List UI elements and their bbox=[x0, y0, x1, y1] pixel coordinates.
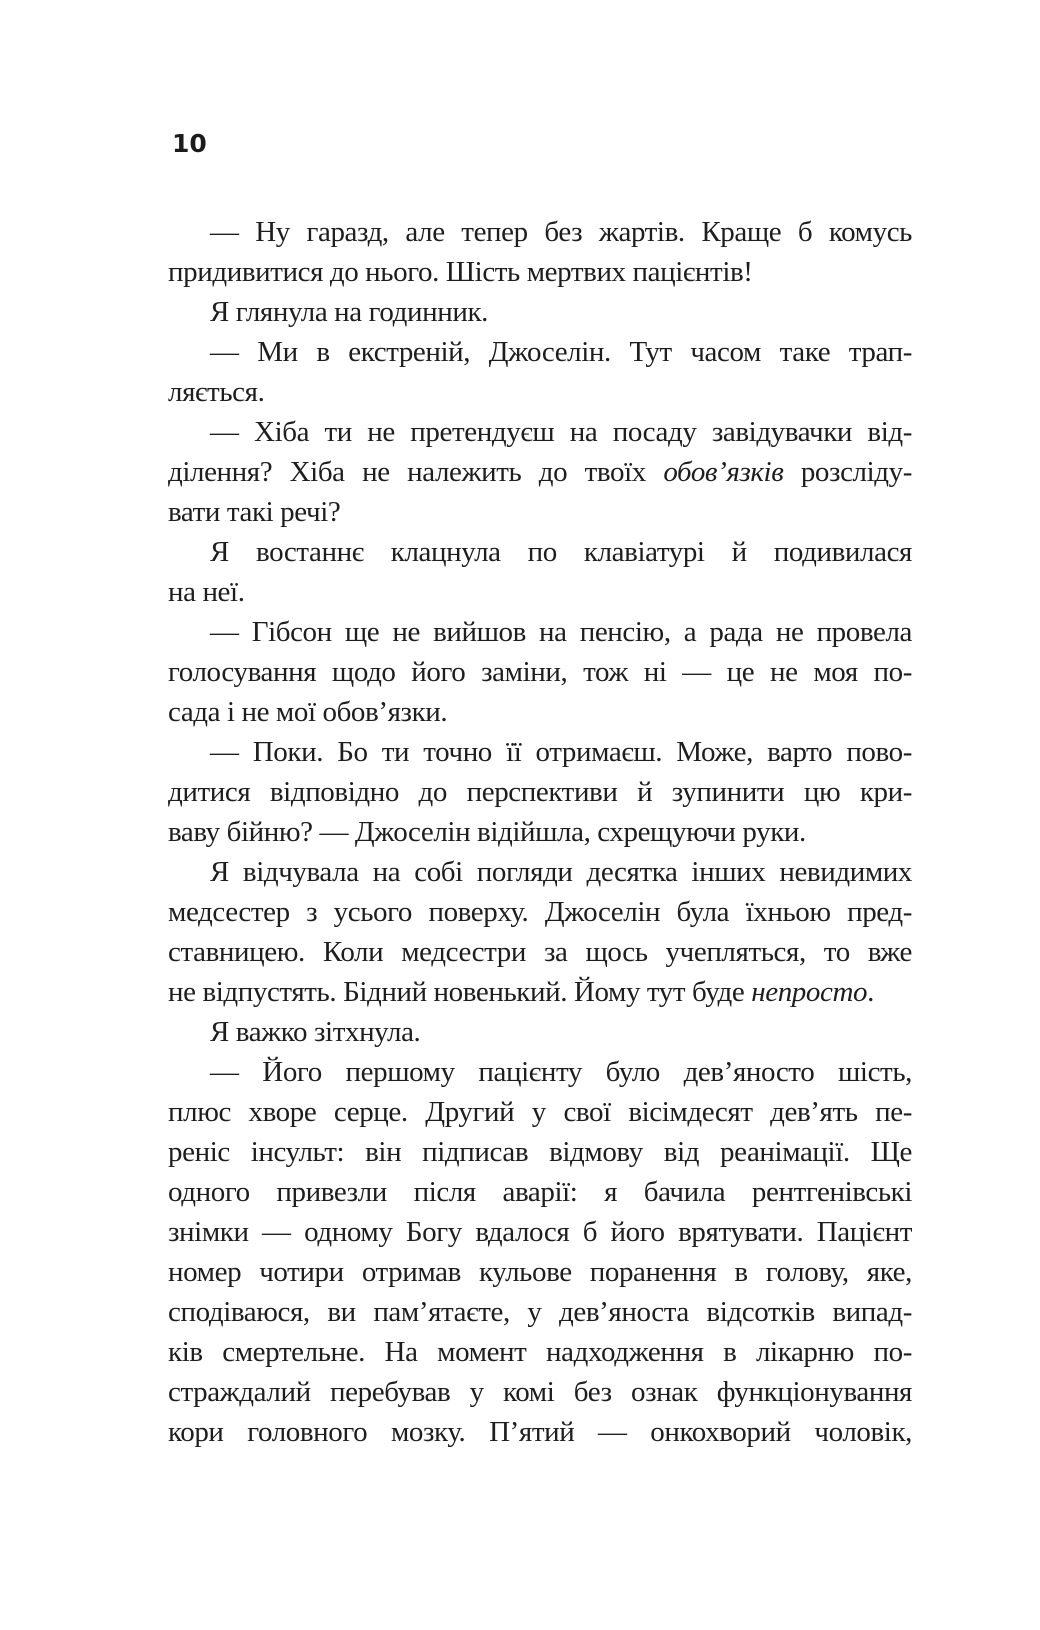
text-line bbox=[168, 452, 912, 492]
text-run: — Гібсон ще не вийшов на пенсію, а рада не провела bbox=[210, 616, 912, 648]
text-line bbox=[168, 732, 912, 772]
text-run: ків смертельне. На момент надходження в лікарню по- bbox=[168, 1336, 912, 1368]
text-run: Я востаннє клацнула по клавіатурі й подивилася bbox=[210, 536, 912, 568]
paragraph bbox=[168, 532, 912, 612]
text-line bbox=[168, 1012, 912, 1052]
text-run: плюс хворе серце. Другий у свої вісімдесят дев’ять пе- bbox=[168, 1096, 912, 1128]
text-run: — Хіба ти не претендуєш на посаду завідувачки від- bbox=[210, 416, 912, 448]
text-run: на неї. bbox=[168, 576, 245, 608]
text-run: сподіваюся, ви пам’ятаєте, у дев’яноста відсотків випад- bbox=[168, 1296, 912, 1328]
text-run: сада і не мої обов’язки. bbox=[168, 696, 448, 728]
text-line bbox=[168, 492, 912, 532]
paragraph bbox=[168, 292, 912, 332]
page-number: 10 bbox=[172, 129, 207, 158]
text-line bbox=[168, 892, 912, 932]
paragraph bbox=[168, 212, 912, 292]
text-line bbox=[168, 1292, 912, 1332]
paragraph bbox=[168, 1052, 912, 1452]
text-run: — Його першому пацієнту було дев’яносто шість, bbox=[210, 1056, 912, 1088]
text-line bbox=[168, 332, 912, 372]
text-line bbox=[168, 572, 912, 612]
text-line bbox=[168, 252, 912, 292]
text-run: Я важко зітхнула. bbox=[210, 1016, 421, 1048]
text-line bbox=[168, 692, 912, 732]
text-run: придивитися до нього. Шість мертвих пацієнтів! bbox=[168, 256, 753, 288]
text-line bbox=[168, 1172, 912, 1212]
text-line bbox=[168, 812, 912, 852]
text-run: — Ми в екстреній, Джоселін. Тут часом таке трап- bbox=[210, 336, 912, 368]
text-run: — Поки. Бо ти точно її отримаєш. Може, варто пово- bbox=[210, 736, 912, 768]
italic-text: непросто bbox=[751, 976, 868, 1008]
text-line bbox=[168, 1412, 912, 1452]
text-line bbox=[168, 1092, 912, 1132]
text-run: ваву бійню? — Джоселін відійшла, схрещуючи руки. bbox=[168, 816, 806, 848]
paragraph bbox=[168, 612, 912, 732]
text-line bbox=[168, 1372, 912, 1412]
text-run: розсліду- bbox=[783, 456, 912, 488]
text-line bbox=[168, 212, 912, 252]
paragraph bbox=[168, 332, 912, 412]
text-line bbox=[168, 1332, 912, 1372]
text-block bbox=[168, 212, 912, 1452]
text-run: реніс інсульт: він підписав відмову від реанімації. Ще bbox=[168, 1136, 912, 1168]
text-line bbox=[168, 612, 912, 652]
text-line bbox=[168, 772, 912, 812]
text-run: ділення? Хіба не належить до твоїх bbox=[168, 456, 664, 488]
text-run: голосування щодо його заміни, тож ні — це не моя по- bbox=[168, 656, 912, 688]
text-line bbox=[168, 1212, 912, 1252]
text-line bbox=[168, 932, 912, 972]
text-run: не відпустять. Бідний новенький. Йому тут буде bbox=[168, 976, 752, 1008]
text-run: ставницею. Коли медсестри за щось учепляться, то вже bbox=[168, 936, 912, 968]
text-run: — Ну гаразд, але тепер без жартів. Краще б комусь bbox=[210, 216, 912, 248]
text-line bbox=[168, 852, 912, 892]
text-line bbox=[168, 1132, 912, 1172]
text-run: медсестер з усього поверху. Джоселін була їхньою пред- bbox=[168, 896, 912, 928]
text-run: Я глянула на годинник. bbox=[210, 296, 489, 328]
text-run: ляється. bbox=[168, 376, 265, 408]
paragraph bbox=[168, 412, 912, 532]
text-run: знімки — одному Богу вдалося б його врятувати. Пацієнт bbox=[168, 1216, 912, 1248]
text-line bbox=[168, 1052, 912, 1092]
text-line bbox=[168, 972, 912, 1012]
text-line bbox=[168, 1252, 912, 1292]
text-run: страждалий перебував у комі без ознак функціонування bbox=[168, 1376, 912, 1408]
text-line bbox=[168, 652, 912, 692]
text-run: дитися відповідно до перспективи й зупинити цю кри- bbox=[168, 776, 912, 808]
paragraph bbox=[168, 1012, 912, 1052]
paragraph bbox=[168, 852, 912, 1012]
text-line bbox=[168, 532, 912, 572]
text-line bbox=[168, 412, 912, 452]
text-run: . bbox=[867, 976, 874, 1008]
text-line bbox=[168, 372, 912, 412]
text-line bbox=[168, 292, 912, 332]
paragraph bbox=[168, 732, 912, 852]
italic-text: обов’язків bbox=[663, 456, 784, 488]
text-run: вати такі речі? bbox=[168, 496, 341, 528]
text-run: одного привезли після аварії: я бачила рентгенівські bbox=[168, 1176, 912, 1208]
text-run: Я відчувала на собі погляди десятка інших невидимих bbox=[210, 856, 912, 888]
text-run: номер чотири отримав кульове поранення в голову, яке, bbox=[168, 1256, 912, 1288]
text-run: кори головного мозку. П’ятий — онкохворий чоловік, bbox=[168, 1416, 912, 1448]
